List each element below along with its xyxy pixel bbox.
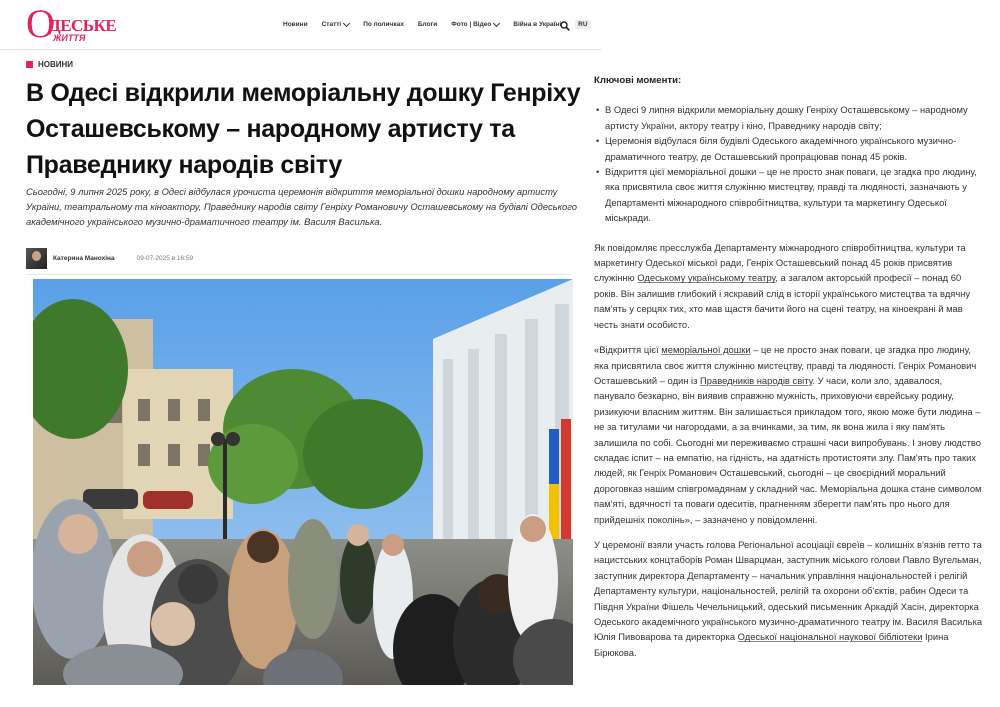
nav-label: По поличках bbox=[363, 21, 404, 28]
text-span: У церемонії взяли участь голова Регіональної асоціації євреїв – колишніх в'язнів гетто та нацистських концтаборів Роман Шварцман, заступник міського голови Павло Вугельман, заступник директора Департаменту – начальник управління національностей і релігій Департаменту культури, національностей, релігій та охорони об'єктів, рабин Одеси та Півдня України Фішель Чечельницький, одеський письменник Аркадій Хасін, директорка Одеського академічного українського музично-драматичного театру ім. Василя Василька Юлія Пивоварова та директорка bbox=[594, 538, 983, 643]
nav-item-news[interactable] bbox=[283, 21, 308, 28]
text-span: , а загалом акторській професії – понад 60 років. Він залишив глибокий і яскравий слід в історії українського мистецтва та вдячну пам'ять у серцях тих, хто мав щастя бачити його на сцені театру, на кіноекрані й мав честь знати особисто. bbox=[594, 272, 971, 330]
nav-label: Статті bbox=[321, 21, 342, 28]
chevron-down-icon bbox=[493, 19, 500, 26]
nav-item-shelves[interactable] bbox=[363, 21, 404, 28]
body-paragraph-1 bbox=[594, 240, 984, 332]
text-span: Як повідомляє пресслужба Департаменту міжнародного співробітництва, культури та маркетингу Одеської міської ради, Генріх Осташевський понад 45 років присвятив служінню bbox=[594, 241, 966, 284]
nav-item-articles[interactable] bbox=[322, 21, 350, 28]
text-span: «Відкриття цієї bbox=[594, 344, 662, 356]
language-switch[interactable]: RU bbox=[575, 20, 590, 29]
list-item: • В Одесі 9 липня відкрили меморіальну дошку Генріху Осташевському – народному артисту України, актору театру і кіно, Праведнику народів світу; bbox=[594, 102, 984, 133]
nav-item-blogs[interactable] bbox=[418, 21, 437, 28]
search-icon[interactable] bbox=[560, 21, 570, 31]
text-span: . У часи, коли зло, здавалося, панувало безкарно, він виявив справжню мужність, приховуючи єврейську родину, ризикуючи власним життям. Він залишається прикладом того, якою може бути людина – не за титулами чи нагородами, а за вчинками, за тим, як вона жила і яку пам'ять залишила по собі. Сьогодні ми переживаємо страшні часи випробувань. І знову людство складає іспит – на емпатію, на гідність, на здатність протистояти злу. Пам'ять про таких людей, як Генріх Романович Осташевський, сьогодні – це своєрідний моральний дороговказ нашим співгромадянам у складний час. Меморіальна дошка стане символом пам'яті, вдячності та поваги одеситів, прагненням зберегти пам'ять про нього для прийдешніх поколінь», – зазначено у повідомленні. bbox=[594, 374, 982, 525]
category-label[interactable] bbox=[26, 60, 73, 69]
nav-label: Новини bbox=[283, 21, 308, 28]
key-moments-list bbox=[594, 102, 984, 225]
article-lead: Сьогодні, 9 липня 2025 року, в Одесі відбулася урочиста церемонія відкриття меморіальної дошки народному артисту України, театральному та кіноактору, Праведнику народів світу Генріху Романовичу Осташевському на будівлі Одеського академічного українського музично-драматичного театру ім. Василя Василька. bbox=[26, 186, 577, 227]
article-title: В Одесі відкрили меморіальну дошку Генріху Осташевському – народному артисту та Праведнику народів світу bbox=[26, 79, 581, 179]
publish-date: 09-07-2025 в 16:59 bbox=[136, 255, 194, 262]
body-paragraph-3 bbox=[594, 537, 984, 660]
author-name[interactable]: Катерина Манохіна bbox=[53, 255, 115, 262]
category-marker bbox=[26, 61, 33, 68]
logo-subword: ЖИТТЯ bbox=[53, 33, 86, 43]
avatar[interactable] bbox=[26, 248, 47, 269]
site-logo[interactable] bbox=[26, 1, 117, 46]
divider bbox=[26, 274, 572, 275]
nav-label: Війна в Україні bbox=[513, 21, 562, 28]
link-library[interactable]: Одеської національної наукової бібліотеки bbox=[737, 631, 923, 643]
nav-label: Блоги bbox=[417, 21, 438, 28]
article-photo bbox=[33, 279, 573, 685]
link-memorial-plaque[interactable]: меморіальної дошки bbox=[661, 344, 751, 356]
list-item: • Церемонія відбулася біля будівлі Одеського академічного українського музично-драматичного театру, де Осташевський пропрацював понад 45 років. bbox=[594, 133, 984, 164]
list-item: • Відкриття цієї меморіальної дошки – це не просто знак поваги, це згадка про людину, яка присвятила своє життя служінню мистецтву, правді та людяності, зазначають у Департаменті міжнародного співробітництва, культури та маркетингу Одеської міськради. bbox=[594, 164, 984, 226]
nav-label: Фото | Відео bbox=[451, 21, 492, 28]
article-body bbox=[594, 73, 984, 670]
nav-item-photo-video[interactable] bbox=[451, 21, 499, 28]
logo-word: ДЕСЬКЕ bbox=[49, 16, 117, 35]
text-span: Ірина Бірюкова. bbox=[594, 631, 949, 658]
key-moments-title: Ключові моменти: bbox=[594, 75, 682, 86]
chevron-down-icon bbox=[343, 19, 350, 26]
category-text: НОВИНИ bbox=[38, 60, 74, 69]
text-span: – це не просто знак поваги, це згадка про людину, яка присвятила своє життя служінню мистецтву, правді та людяності. Генріх Романович Осташевський – один із bbox=[594, 344, 977, 386]
link-righteous[interactable]: Праведників народів світу bbox=[700, 374, 813, 386]
nav-item-war[interactable] bbox=[513, 21, 561, 28]
site-header bbox=[0, 0, 602, 50]
author-block bbox=[26, 248, 193, 269]
link-odesa-theatre[interactable]: Одеському українському театру bbox=[637, 272, 776, 284]
logo-letter: О bbox=[26, 1, 55, 46]
body-paragraph-2 bbox=[594, 342, 984, 527]
